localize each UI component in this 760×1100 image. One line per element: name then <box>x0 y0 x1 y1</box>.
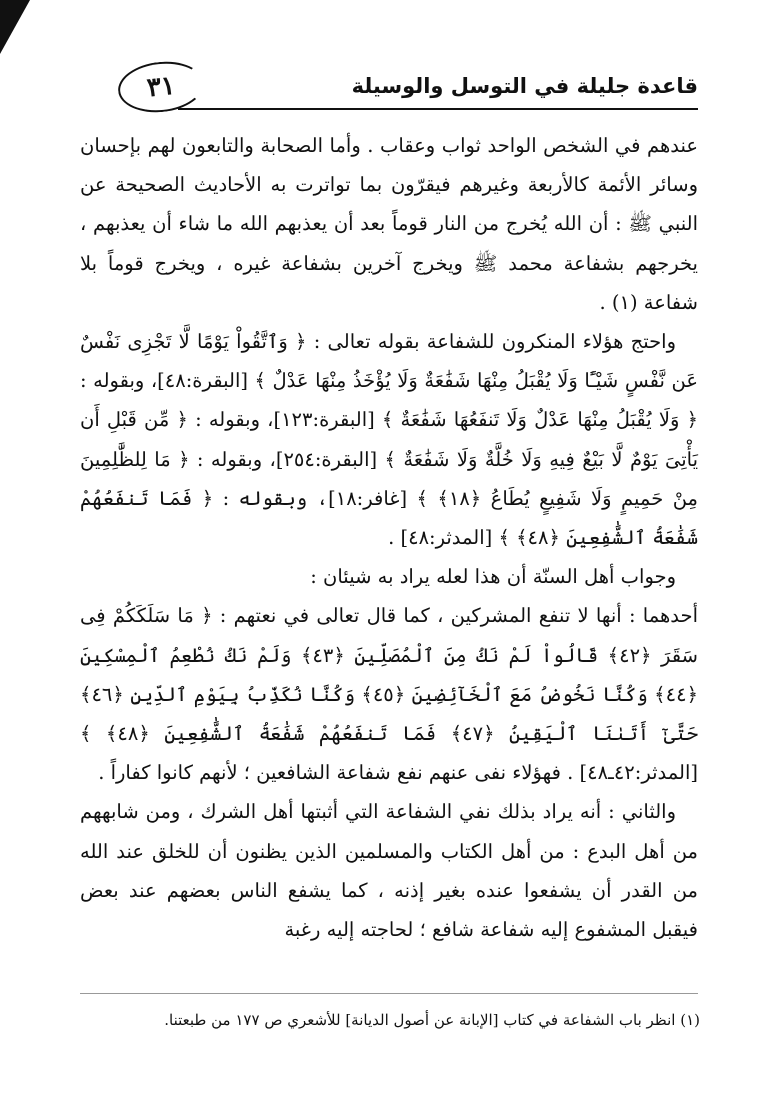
paragraph: أحدهما : أنها لا تنفع المشركين ، كما قال تعالى في نعتهم : ﴿ مَا سَلَكَكُمْ فِى سَقَرَ ﴿٤٢﴾ قَالُواْ لَمْ نَكُ مِنَ ٱلْمُصَلِّينَ ﴿٤٣﴾ وَلَمْ نَكُ نُطْعِمُ ٱلْمِسْكِينَ ﴿٤٤﴾ وَكُنَّا نَخُوضُ مَعَ ٱلْخَآئِضِينَ ﴿٤٥﴾ وَكُنَّا نُكَذِّبُ بِيَوْمِ ٱلدِّينِ ﴿٤٦﴾ حَتَّىٰٓ أَتَىٰنَا ٱلْيَقِينُ ﴿٤٧﴾ فَمَا تَنفَعُهُمْ شَفَٰعَةُ ٱلشَّٰفِعِينَ ﴿٤٨﴾ ﴾ [المدثر:٤٢ـ٤٨] . فهؤلاء نفى عنهم نفع شفاعة الشافعين ؛ لأنهم كانوا كفاراً . <box>80 604 698 785</box>
paragraph: وجواب أهل السنّة أن هذا لعله يراد به شيئان : <box>310 565 676 589</box>
body-text <box>80 126 698 949</box>
running-title: قاعدة جليلة في التوسل والوسيلة <box>351 74 698 98</box>
paragraph: والثاني : أنه يراد بذلك نفي الشفاعة التي أثبتها أهل الشرك ، ومن شابههم من أهل البدع : من أهل الكتاب والمسلمين الذين يظنون أن للخلق عند الله من القدر أن يشفعوا عنده بغير إذنه ، كما يشفع الناس بعضهم عند بعض فيقبل المشفوع إليه شفاعة شافع ؛ لحاجته إليه رغبة <box>80 800 698 942</box>
footnote: (١) انظر باب الشفاعة في كتاب [الإبانة عن أصول الديانة] للأشعري ص ١٧٧ من طبعتنا. <box>164 1011 700 1029</box>
page-number: ٣١ <box>116 58 207 117</box>
paragraph: واحتج هؤلاء المنكرون للشفاعة بقوله تعالى : ﴿ وَٱتَّقُواْ يَوْمًا لَّا تَجْزِى نَفْسٌ عَن نَّفْسٍ شَيْـًٔا وَلَا يُقْبَلُ مِنْهَا شَفَٰعَةٌ وَلَا يُؤْخَذُ مِنْهَا عَدْلٌ ﴾ [البقرة:٤٨]، وبقوله : ﴿ وَلَا يُقْبَلُ مِنْهَا عَدْلٌ وَلَا تَنفَعُهَا شَفَٰعَةٌ ﴾ [البقرة:١٢٣]، وبقوله : ﴿ مِّن قَبْلِ أَن يَأْتِىَ يَوْمٌ لَّا بَيْعٌ فِيهِ وَلَا خُلَّةٌ وَلَا شَفَٰعَةٌ ﴾ [البقرة:٢٥٤]، وبقوله : ﴿ مَا لِلظَّٰلِمِينَ مِنْ حَمِيمٍ وَلَا شَفِيعٍ يُطَاعُ ﴿١٨﴾ ﴾ [غافر:١٨]، وبقوله : ﴿ فَمَا تَنفَعُهُمْ شَفَٰعَةُ ٱلشَّٰفِعِينَ ﴿٤٨﴾ ﴾ [المدثر:٤٨] . <box>80 330 699 550</box>
page-corner-mark <box>0 0 30 54</box>
page-header <box>118 70 698 114</box>
paragraph: عندهم في الشخص الواحد ثواب وعقاب . وأما الصحابة والتابعون لهم بإحسان وسائر الأئمة كالأربعة وغيرهم فيقرّون بما تواترت به الأحاديث الصحيحة عن النبي ﷺ : أن الله يُخرج من النار قوماً بعد أن يعذبهم الله ما شاء أن يعذبهم ، يخرجهم بشفاعة محمد ﷺ ويخرج آخرين بشفاعة غيره ، ويخرج قوماً بلا شفاعة (١) . <box>80 134 698 314</box>
footnote-divider <box>80 993 698 994</box>
header-rule <box>178 108 698 110</box>
